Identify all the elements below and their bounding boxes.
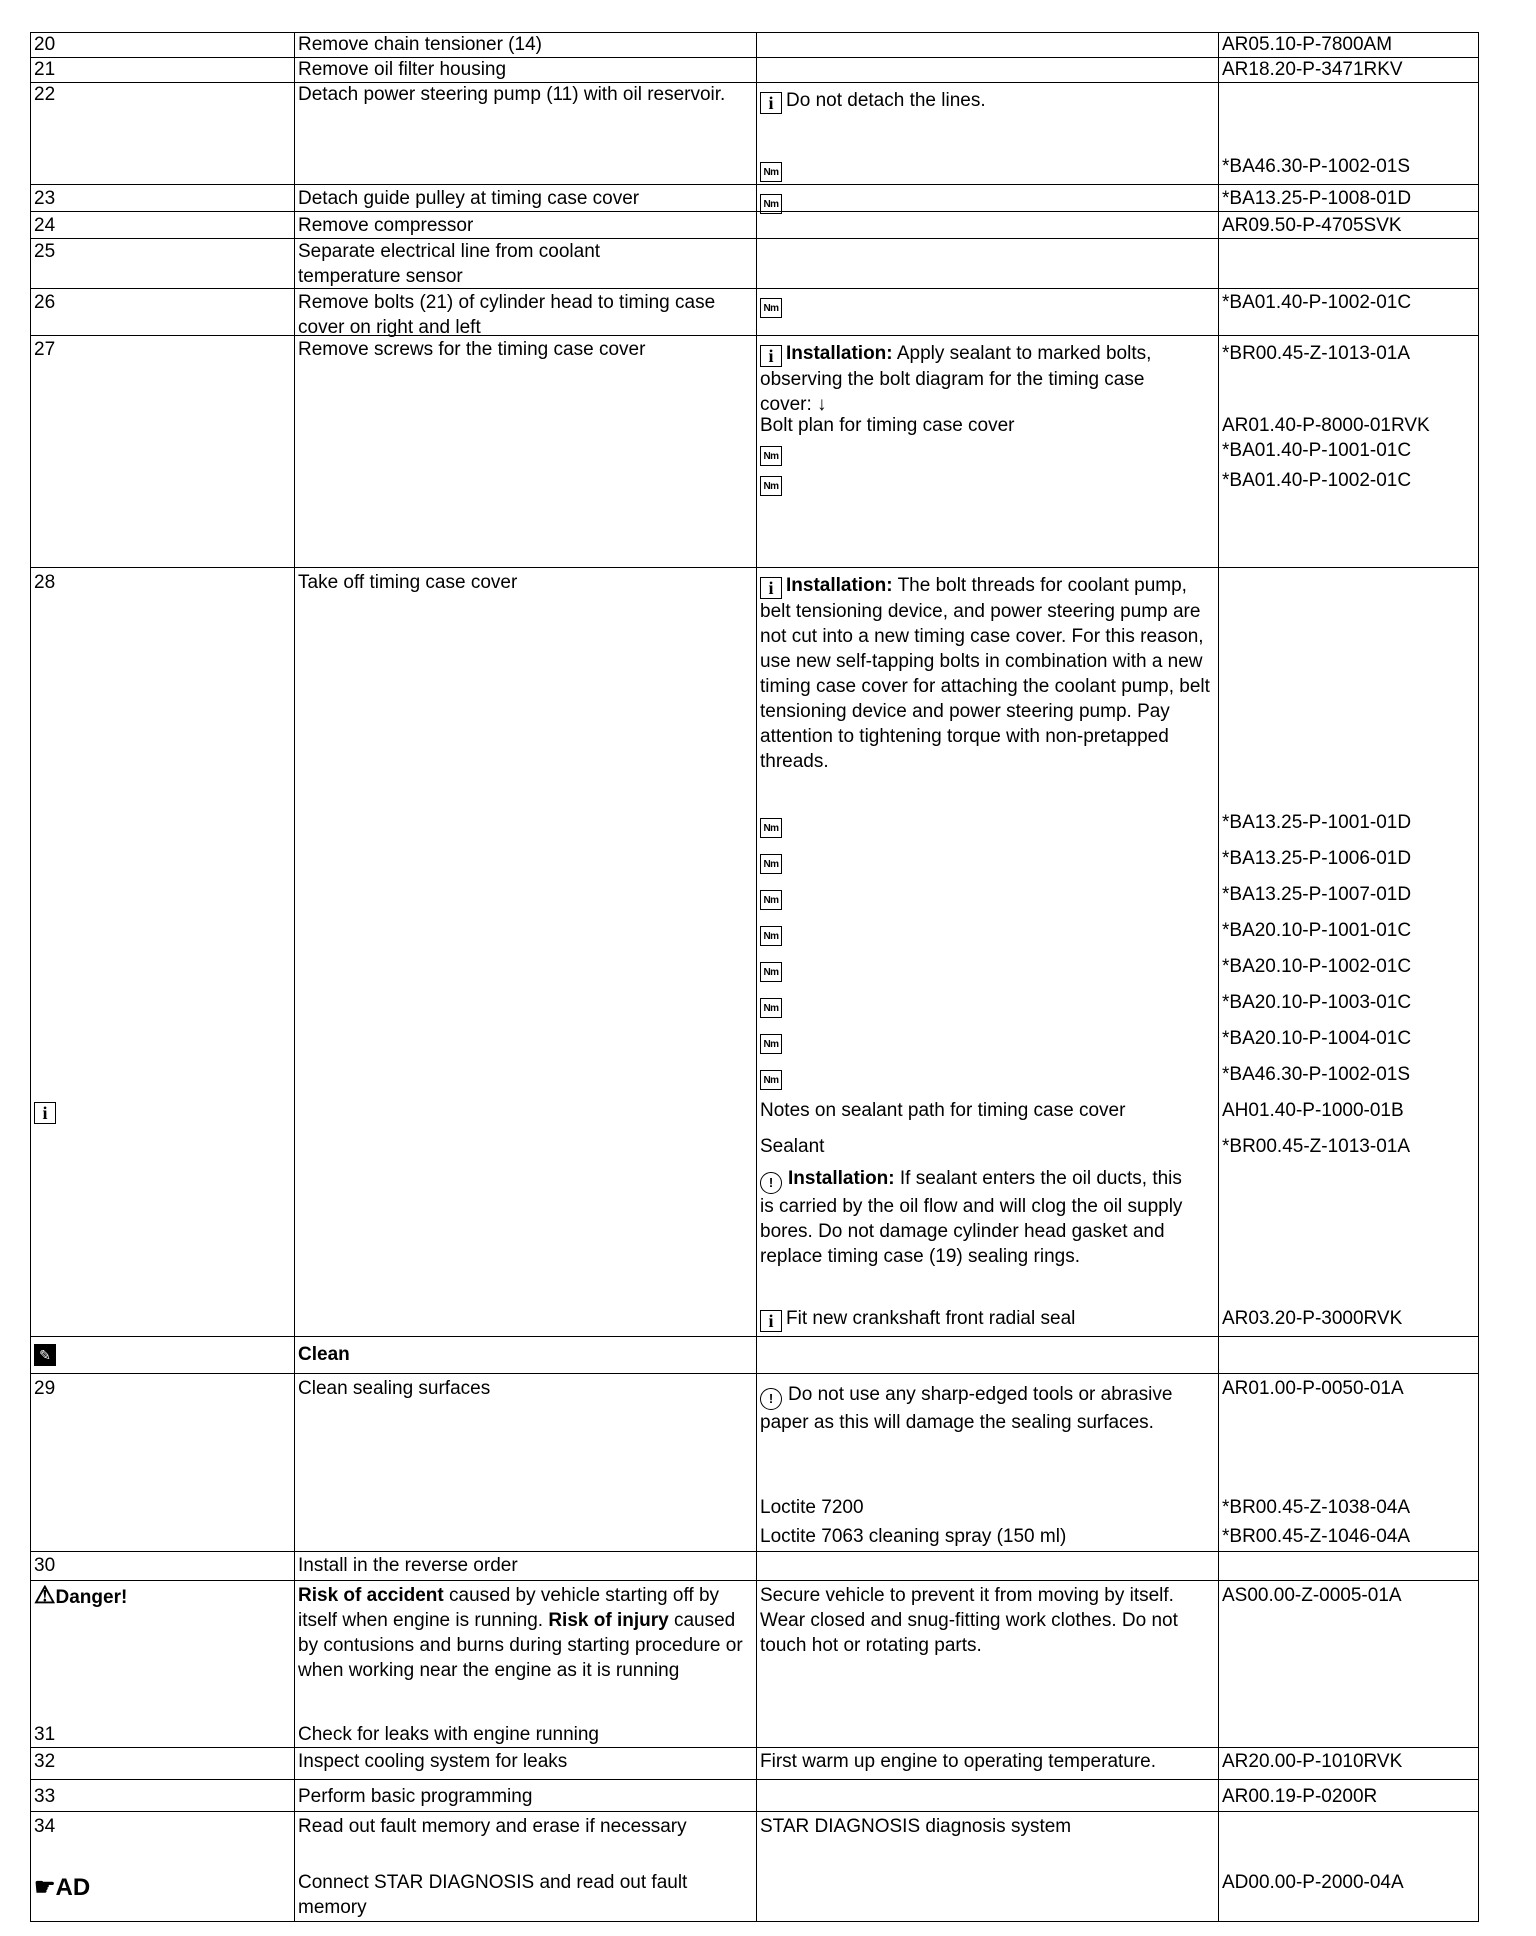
step-action: Detach power steering pump (11) with oil reservoir. bbox=[298, 84, 726, 105]
material-item: Loctite 7063 cleaning spray (150 ml) bbox=[760, 1526, 1067, 1547]
danger-text: Risk of accident caused by vehicle starting off by itself when engine is running. Risk of injury caused by contusions and burns during starting procedure or when working near the engine as it is running bbox=[298, 1585, 743, 1681]
reference-link[interactable]: *BA20.10-P-1004-01C bbox=[1222, 1028, 1412, 1049]
reference-link[interactable]: *BA20.10-P-1002-01C bbox=[1222, 956, 1412, 977]
reference-link[interactable]: *BA01.40-P-1002-01C bbox=[1222, 292, 1412, 313]
note-text: Apply sealant to marked bolts, observing the bolt diagram for the timing case cover: ↓ bbox=[760, 343, 1152, 415]
pencil-icon: ✎ bbox=[34, 1344, 56, 1366]
step-number: 30 bbox=[34, 1555, 56, 1576]
step-number: 29 bbox=[34, 1378, 56, 1399]
step-number: 27 bbox=[34, 339, 56, 360]
step-action: Inspect cooling system for leaks bbox=[298, 1751, 568, 1772]
warn-text: If sealant enters the oil ducts, this is carried by the oil flow and will clog the oil supply bores. Do not damage cylinder head gasket and replace timing case (19) sealing rings. bbox=[760, 1168, 1183, 1267]
step-action: Install in the reverse order bbox=[298, 1555, 518, 1576]
reference-link[interactable]: AR18.20-P-3471RKV bbox=[1222, 59, 1403, 80]
note-text: Fit new crankshaft front radial seal bbox=[786, 1308, 1076, 1329]
torque-icon[interactable]: Nm bbox=[760, 1034, 782, 1054]
sealant-notes: Notes on sealant path for timing case cover bbox=[760, 1100, 1126, 1121]
info-icon: i bbox=[34, 1102, 56, 1124]
torque-icon[interactable]: Nm bbox=[760, 1070, 782, 1090]
step-action: Detach guide pulley at timing case cover bbox=[298, 188, 640, 209]
reference-link[interactable]: *BR00.45-Z-1013-01A bbox=[1222, 343, 1410, 364]
warn-label: Installation: bbox=[788, 1168, 895, 1189]
step-number: 26 bbox=[34, 292, 56, 313]
step-action: Separate electrical line from coolant temperature sensor bbox=[298, 241, 601, 287]
step-action: Remove chain tensioner (14) bbox=[298, 34, 542, 55]
torque-icon[interactable]: Nm bbox=[760, 818, 782, 838]
reference-link[interactable]: *BA46.30-P-1002-01S bbox=[1222, 156, 1411, 177]
note-text: The bolt threads for coolant pump, belt tensioning device, and power steering pump are not cut into a new timing case cover. For this reason, use new self-tapping bolts in combination with a new timing case cover for attaching the coolant pump, belt tensioning device and power steering pump. Pay attention to tightening torque with non-pretapped threads. bbox=[760, 575, 1210, 772]
reference-link[interactable]: *BA20.10-P-1003-01C bbox=[1222, 992, 1412, 1013]
material-item: Loctite 7200 bbox=[760, 1497, 864, 1518]
torque-icon[interactable]: Nm bbox=[760, 926, 782, 946]
note-text: STAR DIAGNOSIS diagnosis system bbox=[760, 1816, 1072, 1837]
torque-icon[interactable]: Nm bbox=[760, 194, 782, 214]
ad-label: AD bbox=[55, 1874, 91, 1901]
step-number: 25 bbox=[34, 241, 56, 262]
reference-link[interactable]: *BA01.40-P-1002-01C bbox=[1222, 470, 1412, 491]
info-icon: i bbox=[760, 577, 782, 599]
step-number: 21 bbox=[34, 59, 56, 80]
info-icon: i bbox=[760, 1310, 782, 1332]
step-action: Read out fault memory and erase if necessary bbox=[298, 1816, 687, 1837]
reference-link[interactable]: AD00.00-P-2000-04A bbox=[1222, 1872, 1404, 1893]
step-action: Perform basic programming bbox=[298, 1786, 533, 1807]
step-action: Remove compressor bbox=[298, 215, 474, 236]
reference-link[interactable]: *BA13.25-P-1007-01D bbox=[1222, 884, 1412, 905]
info-icon: i bbox=[760, 345, 782, 367]
torque-icon[interactable]: Nm bbox=[760, 298, 782, 318]
step-action: Remove oil filter housing bbox=[298, 59, 507, 80]
step-action: Take off timing case cover bbox=[298, 572, 518, 593]
reference-link[interactable]: *BR00.45-Z-1046-04A bbox=[1222, 1526, 1410, 1547]
reference-link[interactable]: *BR00.45-Z-1013-01A bbox=[1222, 1136, 1410, 1157]
pointing-hand-icon: ☛ bbox=[34, 1874, 56, 1901]
step-number: 20 bbox=[34, 34, 56, 55]
warning-triangle-icon: ⚠ bbox=[34, 1582, 56, 1609]
step-action: Check for leaks with engine running bbox=[298, 1724, 600, 1745]
step-number: 33 bbox=[34, 1786, 56, 1807]
reference-link[interactable]: *BA46.30-P-1002-01S bbox=[1222, 1064, 1411, 1085]
reference-link[interactable]: AR20.00-P-1010RVK bbox=[1222, 1751, 1403, 1772]
torque-icon[interactable]: Nm bbox=[760, 476, 782, 496]
note-text: Do not detach the lines. bbox=[786, 90, 986, 111]
reference-link[interactable]: AR03.20-P-3000RVK bbox=[1222, 1308, 1403, 1329]
note-text: First warm up engine to operating temperature. bbox=[760, 1751, 1157, 1772]
step-number: 24 bbox=[34, 215, 56, 236]
step-action: Connect STAR DIAGNOSIS and read out fault memory bbox=[298, 1872, 688, 1918]
reference-link[interactable]: AR00.19-P-0200R bbox=[1222, 1786, 1378, 1807]
reference-link[interactable]: *BA13.25-P-1001-01D bbox=[1222, 812, 1412, 833]
step-number: 28 bbox=[34, 572, 56, 593]
sealant-item: Sealant bbox=[760, 1136, 825, 1157]
caution-icon: ! bbox=[760, 1388, 782, 1410]
torque-icon[interactable]: Nm bbox=[760, 998, 782, 1018]
reference-link[interactable]: *BR00.45-Z-1038-04A bbox=[1222, 1497, 1410, 1518]
danger-note: Secure vehicle to prevent it from moving by itself. Wear closed and snug-fitting work clothes. Do not touch hot or rotating parts. bbox=[760, 1585, 1178, 1656]
step-action: Clean sealing surfaces bbox=[298, 1378, 491, 1399]
reference-link[interactable]: AR01.00-P-0050-01A bbox=[1222, 1378, 1404, 1399]
step-number: 22 bbox=[34, 84, 56, 105]
note-label: Installation: bbox=[786, 343, 893, 364]
reference-link[interactable]: AS00.00-Z-0005-01A bbox=[1222, 1585, 1402, 1606]
step-number: 32 bbox=[34, 1751, 56, 1772]
procedure-table bbox=[30, 32, 1478, 1922]
step-number: 31 bbox=[34, 1724, 56, 1745]
torque-icon[interactable]: Nm bbox=[760, 854, 782, 874]
section-heading: Clean bbox=[298, 1344, 350, 1365]
danger-label: Danger! bbox=[55, 1587, 128, 1608]
step-action: Remove screws for the timing case cover bbox=[298, 339, 646, 360]
reference-link[interactable]: AR01.40-P-8000-01RVK bbox=[1222, 415, 1430, 436]
note-label: Installation: bbox=[786, 575, 893, 596]
reference-link[interactable]: *BA13.25-P-1006-01D bbox=[1222, 848, 1412, 869]
caution-icon: ! bbox=[760, 1172, 782, 1194]
sub-item: Bolt plan for timing case cover bbox=[760, 415, 1015, 436]
warn-text: Do not use any sharp-edged tools or abrasive paper as this will damage the sealing surfaces. bbox=[760, 1384, 1173, 1433]
torque-icon[interactable]: Nm bbox=[760, 890, 782, 910]
reference-link[interactable]: AR05.10-P-7800AM bbox=[1222, 34, 1393, 55]
torque-icon[interactable]: Nm bbox=[760, 446, 782, 466]
reference-link[interactable]: *BA20.10-P-1001-01C bbox=[1222, 920, 1412, 941]
reference-link[interactable]: *BA01.40-P-1001-01C bbox=[1222, 440, 1412, 461]
step-number: 34 bbox=[34, 1816, 56, 1837]
info-icon: i bbox=[760, 92, 782, 114]
torque-icon[interactable]: Nm bbox=[760, 962, 782, 982]
reference-link[interactable]: *BA13.25-P-1008-01D bbox=[1222, 188, 1412, 209]
step-action: Remove bolts (21) of cylinder head to timing case cover on right and left bbox=[298, 292, 716, 338]
step-number: 23 bbox=[34, 188, 56, 209]
reference-link[interactable]: AH01.40-P-1000-01B bbox=[1222, 1100, 1404, 1121]
reference-link[interactable]: AR09.50-P-4705SVK bbox=[1222, 215, 1402, 236]
torque-icon[interactable]: Nm bbox=[760, 162, 782, 182]
